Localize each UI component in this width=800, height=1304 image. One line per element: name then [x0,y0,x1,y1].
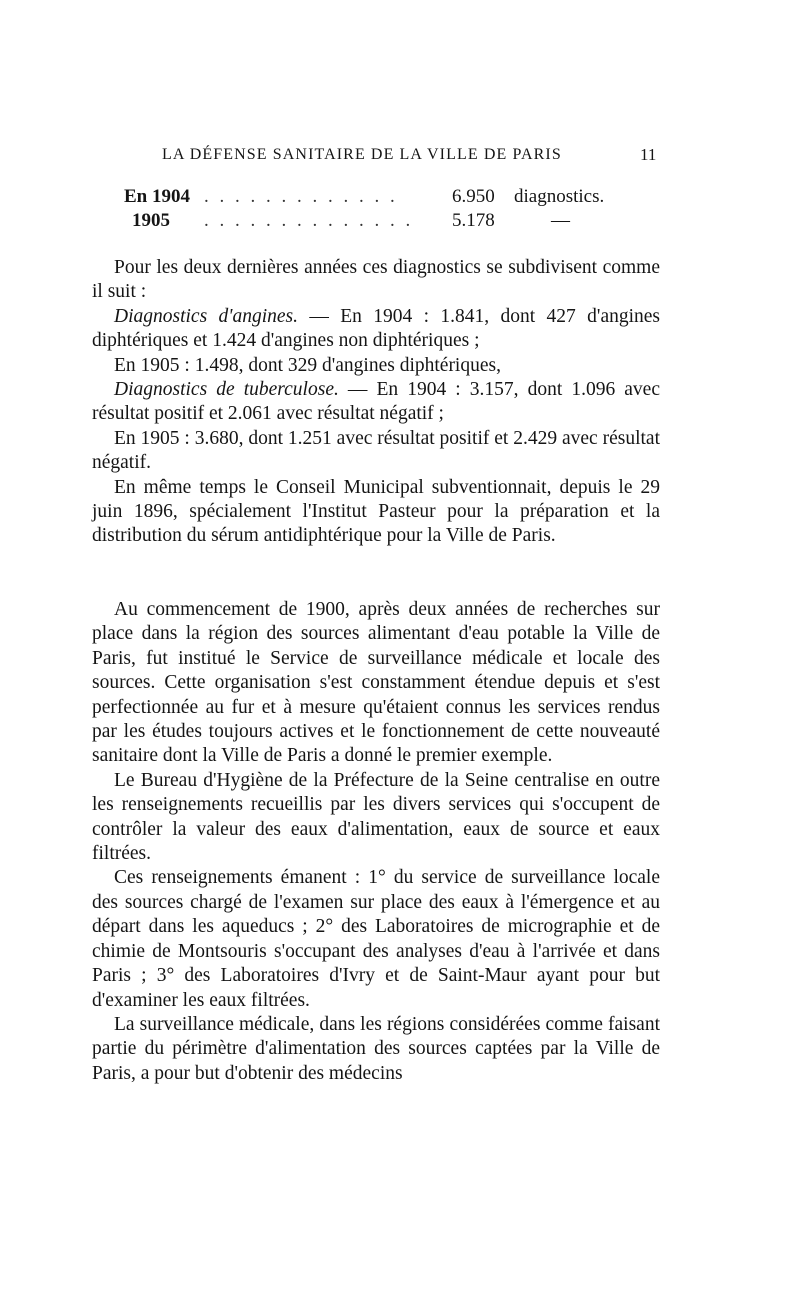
stat-value: 5.178 [452,210,495,231]
paragraph-text: — En 1904 : 3.157, dont 1.096 avec résultat positif et 2.061 avec résultat négatif ; [92,379,660,425]
ditto-dash: — [551,210,570,231]
text-block-diagnostics [92,256,660,549]
paragraph-text: La surveillance médicale, dans les régions considérées comme faisant partie du périmètre d'alimentation des sources captées par la Ville de Paris, a pour but d'obtenir des médecins [92,1013,660,1084]
paragraph-text: — En 1904 : 1.841, dont 427 d'angines diphtériques et 1.424 d'angines non diphtériques ; [92,305,661,352]
paragraph [92,378,660,427]
paragraph-text: Pour les deux dernières années ces diagnostics se subdivisent comme il suit : [92,257,660,303]
paragraph-text: Le Bureau d'Hygiène de la Préfecture de la Seine centralise en outre les renseignements recueillis par les divers services qui s'occupent de contrôler la valeur des eaux d'alimentation, eaux de source et eaux filtrées. [92,769,660,865]
stat-year: 1905 [132,210,170,231]
stat-value: 6.950 [452,186,495,207]
stat-unit: diagnostics. [514,186,605,207]
paragraph-label: Diagnostics d'angines. [114,305,298,327]
paragraph [92,1013,660,1086]
paragraph-text: En 1905 : 1.498, dont 329 d'angines diphtériques, [114,354,501,376]
leader-dots: . . . . . . . . . . . . . . [204,210,414,231]
paragraph-text: En 1905 : 3.680, dont 1.251 avec résultat positif et 2.429 avec résultat négatif. [92,427,660,474]
paragraph [92,354,660,378]
paragraph-text: Ces renseignements émanent : 1° du service de surveillance locale des sources chargé de l'examen sur place des eaux à l'émergence et au départ dans les aqueducs ; 2° des Laboratoires de micrographie et de chimie de Montsouris s'occupant des analyses d'eau à l'arrivée et dans Paris ; 3° des Laboratoires d'Ivry et de Saint-Maur ayant pour but d'examiner les eaux filtrées. [92,867,660,1011]
paragraph [92,427,660,476]
running-title: LA DÉFENSE SANITAIRE DE LA VILLE DE PARIS [162,146,562,163]
leader-dots: . . . . . . . . . . . . . [204,186,398,207]
stat-year: En 1904 [124,186,190,207]
paragraph-text: En même temps le Conseil Municipal subventionnait, depuis le 29 juin 1896, spécialement l'Institut Pasteur pour la préparation et la distribution du sérum antidiphtérique pour la Ville de Paris. [92,476,660,547]
paragraph-label: Diagnostics de tuberculose. [114,379,339,401]
paragraph [92,866,660,1012]
diagnostics-stats [124,186,654,234]
stat-row-1904 [124,186,654,210]
paragraph [92,305,660,354]
paragraph [92,769,660,867]
page-number: 11 [640,145,657,164]
paragraph [92,256,660,305]
stat-row-1905 [124,210,654,234]
paragraph [92,476,660,549]
text-block-surveillance [92,598,660,1086]
paragraph [92,598,660,769]
paragraph-text: Au commencement de 1900, après deux années de recherches sur place dans la région des sources alimentant d'eau potable la Ville de Paris, fut institué le Service de surveillance médicale et locale des sources. Cette organisation s'est constamment étendue depuis et s'est perfectionnée au fur et à mesure qu'étaient connus les services rendus par les études toujours actives et le fonctionnement de cette nouveauté sanitaire dont la Ville de Paris a donné le premier exemple. [92,599,660,767]
